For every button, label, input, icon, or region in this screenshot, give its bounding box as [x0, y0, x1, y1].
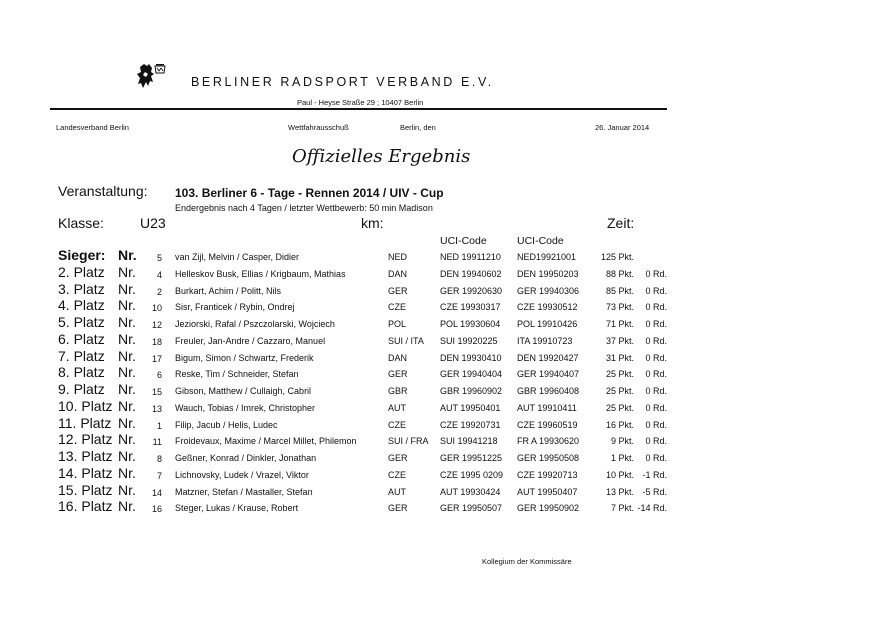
uci-code-2: AUT 19950407	[517, 486, 578, 497]
place-label: 13. Platz	[58, 448, 113, 464]
start-number: 12	[151, 320, 162, 330]
uci-code-2: FR A 19930620	[517, 436, 580, 447]
start-number: 11	[152, 437, 162, 448]
rounds: 0 Rd.	[645, 319, 667, 329]
place-label: 3. Platz	[58, 280, 105, 297]
place-label: 2. Platz	[58, 263, 105, 280]
nationality: CZE	[388, 469, 406, 480]
place-label: 6. Platz	[58, 330, 105, 347]
rounds: 0 Rd.	[645, 335, 667, 346]
event-subtitle: Endergebnis nach 4 Tagen / letzter Wettbewerb: 50 min Madison	[175, 203, 433, 213]
place-label: 8. Platz	[58, 364, 105, 381]
uci-code-2: AUT 19910411	[517, 402, 577, 413]
nationality: CZE	[388, 419, 406, 430]
rider-names: Reske, Tim / Schneider, Stefan	[175, 369, 299, 380]
rider-names: Geßner, Konrad / Dinkler, Jonathan	[175, 453, 317, 463]
uci-code-2: POL 19910426	[517, 319, 578, 329]
points: 1 Pkt.	[610, 453, 634, 463]
class-value: U23	[140, 215, 166, 231]
nr-label: Nr.	[118, 464, 136, 481]
place-label: Sieger:	[58, 247, 106, 263]
start-number: 14	[151, 487, 162, 498]
uci-code-1: GER 19951225	[440, 453, 503, 463]
committee-label: Wettfahrausschuß	[288, 123, 349, 132]
nr-label: Nr.	[118, 280, 136, 297]
uci-code-1: POL 19930604	[440, 319, 501, 329]
organization-name: BERLINER RADSPORT VERBAND E.V.	[191, 75, 494, 89]
nr-label: Nr.	[118, 397, 136, 414]
nr-label: Nr.	[118, 330, 136, 347]
uci-code-1: AUT 19950401	[440, 402, 501, 413]
points: 16 Pkt.	[605, 419, 634, 430]
rider-names: Matzner, Stefan / Mastaller, Stefan	[175, 486, 313, 497]
uci-code-2: CZE 19920713	[517, 469, 578, 480]
rounds: 0 Rd.	[645, 436, 667, 447]
points: 13 Pkt.	[605, 486, 634, 497]
organization-address: Paul - Heyse Straße 29 ; 10407 Berlin	[297, 98, 424, 107]
uci-code-1: CZE 19920731	[440, 419, 501, 430]
rider-names: Bigum, Simon / Schwartz, Frederik	[175, 352, 314, 363]
nationality: POL	[388, 319, 407, 329]
start-number: 18	[151, 336, 162, 347]
page-title: Offizielles Ergebnis	[292, 146, 471, 167]
header-divider	[50, 108, 667, 110]
uci-code-1: GER 19940404	[440, 369, 503, 380]
km-label: km:	[361, 215, 384, 231]
place-label: 9. Platz	[58, 381, 105, 397]
place-label: 11. Platz	[58, 414, 112, 431]
time-label: Zeit:	[607, 215, 635, 231]
rider-names: Steger, Lukas / Krause, Robert	[175, 503, 299, 514]
date-label: 26. Januar 2014	[595, 123, 650, 132]
association-label: Landesverband Berlin	[56, 123, 129, 132]
nationality: GER	[388, 453, 408, 463]
points: 25 Pkt.	[605, 402, 634, 413]
start-number: 13	[151, 403, 162, 414]
nr-label: Nr.	[118, 297, 136, 314]
place-label: 7. Platz	[58, 347, 105, 364]
start-number: 10	[151, 303, 162, 314]
commissaires-signature-label: Kollegium der Kommissäre	[482, 557, 572, 566]
rounds: -5 Rd.	[642, 486, 667, 497]
nationality: AUT	[388, 486, 406, 497]
place-label: 14. Platz	[58, 464, 113, 481]
uci-code-1: DEN 19940602	[440, 268, 502, 279]
points: 25 Pkt.	[605, 369, 634, 380]
rounds: 0 Rd.	[645, 386, 667, 396]
rider-names: Gibson, Matthew / Cullaigh, Cabril	[175, 386, 312, 396]
start-number: 6	[156, 370, 162, 381]
uci-code-header-2: UCI-Code	[517, 235, 564, 247]
rounds: 0 Rd.	[645, 369, 667, 380]
uci-code-2: GER 19950508	[517, 453, 580, 463]
uci-code-2: CZE 19930512	[517, 302, 578, 313]
rounds: 0 Rd.	[645, 268, 667, 279]
bear-logo-icon	[135, 62, 171, 90]
nr-label: Nr.	[118, 364, 136, 381]
rider-names: Freuler, Jan-Andre / Cazzaro, Manuel	[175, 335, 326, 346]
uci-code-1: CZE 1995 0209	[440, 469, 504, 480]
nationality: NED	[388, 252, 408, 262]
start-number: 7	[156, 470, 162, 481]
rider-names: van Zijl, Melvin / Casper, Didier	[175, 252, 300, 262]
start-number: 5	[156, 253, 162, 263]
uci-code-2: ITA 19910723	[517, 335, 573, 346]
rider-names: Filip, Jacub / Helis, Ludec	[175, 419, 278, 430]
uci-code-2: GBR 19960408	[517, 386, 580, 396]
uci-code-1: SUI 19920225	[440, 335, 498, 346]
uci-code-2: DEN 19920427	[517, 352, 579, 363]
uci-code-2: GER 19940407	[517, 369, 580, 380]
nationality: GER	[388, 285, 408, 296]
place-label: 16. Platz	[58, 498, 113, 515]
start-number: 1	[156, 420, 162, 431]
event-name: 103. Berliner 6 - Tage - Rennen 2014 / UIV - Cup	[175, 186, 444, 200]
points: 71 Pkt.	[605, 319, 634, 329]
uci-code-1: NED 19911210	[440, 252, 501, 262]
nationality: GBR	[388, 386, 408, 396]
class-label: Klasse:	[58, 215, 104, 231]
points: 31 Pkt.	[605, 352, 634, 363]
start-number: 8	[156, 454, 162, 464]
points: 37 Pkt.	[605, 335, 634, 346]
points: 125 Pkt.	[600, 252, 634, 262]
uci-code-1: DEN 19930410	[440, 352, 502, 363]
uci-code-2: CZE 19960519	[517, 419, 578, 430]
uci-code-header-1: UCI-Code	[440, 235, 487, 247]
nr-label: Nr.	[118, 381, 136, 397]
uci-code-2: GER 19950902	[517, 503, 580, 514]
nr-label: Nr.	[118, 314, 136, 330]
place-label: 4. Platz	[58, 297, 105, 314]
rider-names: Sisr, Franticek / Rybin, Ondrej	[175, 302, 295, 313]
nr-label: Nr.	[118, 498, 136, 515]
nr-label: Nr.	[118, 347, 136, 364]
points: 9 Pkt.	[610, 436, 634, 447]
uci-code-2: DEN 19950203	[517, 268, 579, 279]
place-label: 10. Platz	[58, 397, 113, 414]
rounds: -14 Rd.	[637, 503, 667, 514]
points: 10 Pkt.	[605, 469, 634, 480]
points: 73 Pkt.	[605, 302, 634, 313]
place-label: Berlin, den	[400, 123, 436, 132]
uci-code-1: SUI 19941218	[440, 436, 498, 447]
start-number: 17	[151, 353, 162, 364]
points: 25 Pkt.	[605, 386, 634, 396]
nationality: GER	[388, 369, 408, 380]
nr-label: Nr.	[118, 431, 136, 448]
points: 88 Pkt.	[605, 268, 634, 279]
place-label: 5. Platz	[58, 314, 105, 330]
uci-code-2: GER 19940306	[517, 285, 580, 296]
points: 85 Pkt.	[605, 285, 634, 296]
nationality: DAN	[388, 268, 408, 279]
rounds: -1 Rd.	[642, 469, 667, 480]
rounds: 0 Rd.	[645, 419, 667, 430]
rounds: 0 Rd.	[645, 352, 667, 363]
start-number: 4	[156, 269, 162, 280]
event-label: Veranstaltung:	[58, 183, 148, 199]
rounds: 0 Rd.	[645, 285, 667, 296]
rider-names: Burkart, Achim / Politt, Nils	[175, 285, 282, 296]
rider-names: Froidevaux, Maxime / Marcel Millet, Philemon	[175, 436, 357, 447]
uci-code-1: AUT 19930424	[440, 486, 501, 497]
rounds: 0 Rd.	[645, 453, 667, 463]
nationality: SUI / FRA	[388, 436, 429, 447]
rider-names: Lichnovsky, Ludek / Vrazel, Viktor	[175, 469, 309, 480]
nationality: GER	[388, 503, 408, 514]
nr-label: Nr.	[118, 247, 137, 263]
nr-label: Nr.	[118, 263, 136, 280]
rider-names: Wauch, Tobias / Imrek, Christopher	[175, 402, 316, 413]
uci-code-1: GBR 19960902	[440, 386, 503, 396]
nationality: AUT	[388, 402, 406, 413]
nr-label: Nr.	[118, 414, 136, 431]
nr-label: Nr.	[118, 481, 136, 498]
uci-code-1: GER 19920630	[440, 285, 503, 296]
nr-label: Nr.	[118, 448, 136, 464]
nationality: SUI / ITA	[388, 335, 424, 346]
uci-code-1: CZE 19930317	[440, 302, 501, 313]
rounds: 0 Rd.	[645, 402, 667, 413]
start-number: 15	[151, 387, 162, 397]
uci-code-1: GER 19950507	[440, 503, 503, 514]
points: 7 Pkt.	[610, 503, 634, 514]
nationality: CZE	[388, 302, 406, 313]
rider-names: Helleskov Busk, Ellias / Krigbaum, Mathias	[175, 268, 346, 279]
place-label: 12. Platz	[58, 431, 113, 448]
rider-names: Jeziorski, Rafal / Pszczolarski, Wojciech	[175, 319, 335, 329]
result-row	[0, 500, 889, 517]
nationality: DAN	[388, 352, 408, 363]
start-number: 16	[151, 504, 162, 515]
place-label: 15. Platz	[58, 481, 113, 498]
start-number: 2	[156, 286, 162, 297]
uci-code-2: NED19921001	[517, 252, 577, 262]
rounds: 0 Rd.	[645, 302, 667, 313]
